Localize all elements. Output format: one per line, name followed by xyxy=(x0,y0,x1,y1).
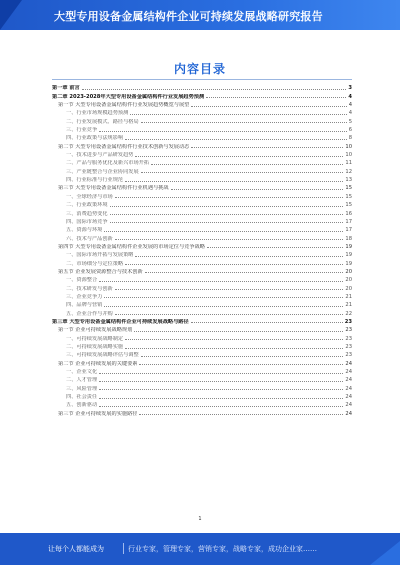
toc-entry-label: 四、行业标准与行业规范 xyxy=(66,177,124,184)
toc-entry-label: 二、技术研发与创新 xyxy=(66,285,113,292)
toc-leader-dots xyxy=(115,239,344,240)
toc-leader-dots xyxy=(99,131,347,132)
toc-entry[interactable] xyxy=(52,217,352,225)
toc-leader-dots xyxy=(151,164,343,165)
footer-banner xyxy=(0,533,400,565)
toc-entry[interactable] xyxy=(52,350,352,358)
report-title: 大型专用设备金属结构件企业可持续发展战略研究报告 xyxy=(54,10,323,23)
toc-entry[interactable] xyxy=(52,158,352,166)
toc-entry-page: 17 xyxy=(345,227,352,234)
toc-entry-label: 第三节 企业可持续发展的实施路径 xyxy=(58,410,138,417)
footer-decoration xyxy=(370,533,400,565)
toc-entry-label: 三、企业竞争力 xyxy=(66,293,103,300)
toc-entry[interactable] xyxy=(52,292,352,300)
table-of-contents xyxy=(52,83,352,417)
toc-entry-page: 24 xyxy=(345,402,352,409)
toc-leader-dots xyxy=(125,339,343,340)
toc-leader-dots xyxy=(104,297,343,298)
toc-entry[interactable] xyxy=(52,166,352,174)
toc-entry[interactable] xyxy=(52,141,352,149)
toc-entry-label: 一、资源整合 xyxy=(66,277,98,284)
toc-entry-label: 五、资源与环境 xyxy=(66,227,103,234)
toc-entry-page: 19 xyxy=(345,243,352,250)
toc-entry-label: 三、可持续发展战略评估与调整 xyxy=(66,352,139,359)
toc-entry-page: 12 xyxy=(345,168,352,175)
toc-entry-page: 24 xyxy=(345,369,352,376)
toc-entry-label: 第一节 企业可持续发展战略规划 xyxy=(58,327,133,334)
toc-entry[interactable] xyxy=(52,116,352,124)
toc-leader-dots xyxy=(141,356,344,357)
toc-entry[interactable] xyxy=(52,283,352,291)
toc-leader-dots xyxy=(125,264,343,265)
toc-entry-label: 四、品牌与营销 xyxy=(66,302,103,309)
footer-slogan-right: 行业专家，管理专家，营销专家，战略专家，成功企业家…… xyxy=(128,545,317,553)
toc-entry[interactable] xyxy=(52,267,352,275)
toc-entry-page: 16 xyxy=(345,210,352,217)
toc-entry[interactable] xyxy=(52,300,352,308)
toc-leader-dots xyxy=(145,272,344,273)
toc-heading: 内容目录 xyxy=(173,62,226,76)
toc-leader-dots xyxy=(207,247,343,248)
toc-leader-dots xyxy=(99,389,343,390)
toc-leader-dots xyxy=(110,206,344,207)
toc-entry[interactable] xyxy=(52,367,352,375)
toc-entry[interactable] xyxy=(52,358,352,366)
toc-entry-label: 第二章 2023-2028年大型专用设备金属结构件行业发展趋势预测 xyxy=(52,93,205,100)
toc-leader-dots xyxy=(110,214,344,215)
toc-leader-dots xyxy=(191,147,343,148)
toc-entry[interactable] xyxy=(52,250,352,258)
toc-leader-dots xyxy=(104,306,343,307)
toc-entry-label: 二、行业发展模式、路径与格局 xyxy=(66,118,139,125)
toc-entry-page: 23 xyxy=(345,352,352,359)
toc-leader-dots xyxy=(99,373,343,374)
toc-leader-dots xyxy=(191,322,343,323)
toc-entry-label: 第三节 大型专用设备金属结构件行业机遇与挑战 xyxy=(58,185,169,192)
toc-entry-page: 23 xyxy=(345,335,352,342)
toc-entry-page: 24 xyxy=(345,385,352,392)
toc-entry[interactable] xyxy=(52,383,352,391)
toc-leader-dots xyxy=(99,381,343,382)
toc-entry-label: 三、行业竞争 xyxy=(66,127,98,134)
toc-leader-dots xyxy=(141,122,347,123)
toc-entry[interactable] xyxy=(52,242,352,250)
toc-entry-page: 24 xyxy=(345,410,352,417)
footer-separator xyxy=(123,543,124,554)
toc-entry[interactable] xyxy=(52,275,352,283)
toc-entry-label: 一、企业文化 xyxy=(66,369,98,376)
toc-leader-dots xyxy=(139,414,343,415)
toc-entry-page: 10 xyxy=(345,152,352,159)
toc-leader-dots xyxy=(139,364,343,365)
toc-entry-label: 二、人才管理 xyxy=(66,377,98,384)
toc-entry-page: 19 xyxy=(345,252,352,259)
toc-entry-page: 18 xyxy=(345,235,352,242)
toc-entry-page: 17 xyxy=(345,218,352,225)
toc-entry-page: 4 xyxy=(348,93,352,100)
toc-entry-page: 19 xyxy=(345,260,352,267)
toc-entry-label: 五、企业合作与并购 xyxy=(66,310,113,317)
toc-entry[interactable] xyxy=(52,342,352,350)
toc-entry-page: 15 xyxy=(345,185,352,192)
toc-entry-label: 四、社会责任 xyxy=(66,394,98,401)
toc-entry[interactable] xyxy=(52,325,352,333)
toc-entry[interactable] xyxy=(52,392,352,400)
toc-entry-label: 三、风险管理 xyxy=(66,385,98,392)
toc-entry-page: 23 xyxy=(345,344,352,350)
toc-leader-dots xyxy=(206,97,346,98)
toc-entry-page: 15 xyxy=(345,202,352,209)
toc-entry-label: 二、产品与服务优化及新兴市场开拓 xyxy=(66,160,150,167)
report-header-banner xyxy=(0,0,400,30)
toc-entry[interactable] xyxy=(52,133,352,141)
toc-entry-label: 一、行业市场规模趋势预测 xyxy=(66,110,129,117)
toc-entry-label: 三、消费趋势变化 xyxy=(66,210,108,217)
toc-entry[interactable] xyxy=(52,91,352,99)
toc-leader-dots xyxy=(125,139,347,140)
toc-entry-page: 20 xyxy=(345,277,352,284)
toc-leader-dots xyxy=(110,222,344,223)
toc-entry-label: 二、可持续发展战略实施 xyxy=(66,344,124,350)
toc-entry[interactable] xyxy=(52,408,352,416)
toc-entry-page: 24 xyxy=(345,377,352,384)
toc-entry[interactable] xyxy=(52,400,352,408)
toc-entry[interactable] xyxy=(52,100,352,108)
toc-entry-page: 21 xyxy=(345,293,352,300)
toc-entry-label: 第二节 大型专用设备金属结构件行业技术创新与发展动态 xyxy=(58,143,190,150)
toc-entry[interactable] xyxy=(52,125,352,133)
toc-entry-label: 一、国际市场开拓与发展策略 xyxy=(66,252,134,259)
toc-entry-page: 20 xyxy=(345,268,352,275)
toc-entry-label: 第五节 企业发展资源整合与技术创新 xyxy=(58,268,143,275)
toc-entry-page: 24 xyxy=(345,394,352,401)
toc-divider xyxy=(52,79,352,80)
toc-entry-page: 5 xyxy=(348,118,352,125)
toc-entry-page: 15 xyxy=(345,193,352,200)
toc-entry-page: 11 xyxy=(345,160,352,167)
toc-entry-label: 二、行业政策环境 xyxy=(66,202,108,209)
toc-leader-dots xyxy=(99,398,343,399)
toc-entry-page: 10 xyxy=(345,143,352,150)
toc-entry-page: 22 xyxy=(345,310,352,317)
toc-entry-label: 第三章 大型专用设备金属结构件企业可持续发展战略与路径 xyxy=(52,318,189,325)
toc-entry-page: 21 xyxy=(345,302,352,309)
toc-entry-label: 一、全球经济与市场 xyxy=(66,193,113,200)
toc-leader-dots xyxy=(99,281,343,282)
toc-entry-label: 一、技术进步与产品研发趋势 xyxy=(66,152,134,159)
toc-entry-page: 23 xyxy=(344,318,352,325)
toc-entry-page: 20 xyxy=(345,285,352,292)
toc-entry[interactable] xyxy=(52,200,352,208)
toc-entry-label: 一、可持续发展战略制定 xyxy=(66,335,124,342)
toc-entry-page: 13 xyxy=(345,177,352,184)
toc-entry-page: 4 xyxy=(348,102,352,109)
toc-entry-page: 6 xyxy=(348,127,352,134)
toc-entry-label: 五、创新驱动 xyxy=(66,402,98,409)
toc-leader-dots xyxy=(115,197,344,198)
toc-entry-page: 3 xyxy=(348,85,352,92)
toc-entry-label: 三、产业链整合与企业协同发展 xyxy=(66,168,139,175)
toc-entry[interactable] xyxy=(52,225,352,233)
toc-leader-dots xyxy=(125,181,343,182)
toc-entry-label: 六、技术与产品创新 xyxy=(66,235,113,242)
toc-leader-dots xyxy=(135,256,343,257)
toc-entry[interactable] xyxy=(52,150,352,158)
toc-entry-page: 4 xyxy=(348,110,352,117)
toc-entry[interactable] xyxy=(52,175,352,183)
toc-entry[interactable] xyxy=(52,317,352,325)
toc-entry[interactable] xyxy=(52,108,352,116)
toc-entry-label: 四、行业政策与法规影响 xyxy=(66,135,124,142)
toc-entry-label: 四、国际市场竞争 xyxy=(66,218,108,225)
toc-leader-dots xyxy=(135,156,343,157)
header-corner-decoration xyxy=(0,0,22,30)
toc-leader-dots xyxy=(141,172,344,173)
toc-entry-page: 23 xyxy=(345,327,352,334)
toc-leader-dots xyxy=(99,406,343,407)
toc-entry-label: 第一章 前言 xyxy=(52,85,80,92)
footer-slogan-left: 让每个人都能成为 xyxy=(48,545,104,553)
toc-entry[interactable] xyxy=(52,233,352,241)
toc-entry-page: 8 xyxy=(348,135,352,142)
toc-leader-dots xyxy=(115,314,344,315)
toc-leader-dots xyxy=(125,348,343,349)
toc-entry[interactable] xyxy=(52,308,352,316)
toc-entry[interactable] xyxy=(52,258,352,266)
page-number: 1 xyxy=(198,516,202,522)
toc-entry[interactable] xyxy=(52,208,352,216)
toc-entry-label: 二、市场细分与定位策略 xyxy=(66,260,124,267)
toc-entry[interactable] xyxy=(52,375,352,383)
toc-entry[interactable] xyxy=(52,333,352,341)
toc-leader-dots xyxy=(130,114,346,115)
toc-entry-page: 24 xyxy=(345,360,352,367)
toc-entry[interactable] xyxy=(52,183,352,191)
toc-leader-dots xyxy=(82,89,347,90)
toc-entry[interactable] xyxy=(52,83,352,91)
toc-leader-dots xyxy=(134,331,343,332)
toc-leader-dots xyxy=(115,289,344,290)
toc-leader-dots xyxy=(171,189,344,190)
toc-leader-dots xyxy=(104,231,343,232)
toc-entry-label: 第二节 企业可持续发展的关键要素 xyxy=(58,360,138,367)
toc-leader-dots xyxy=(191,106,346,107)
toc-entry-label: 第一节 大型专用设备金属结构件行业发展趋势概览与展望 xyxy=(58,102,190,109)
toc-entry-label: 第四节 大型专用设备金属结构件企业发展的市场定位与竞争战略 xyxy=(58,243,205,250)
toc-entry[interactable] xyxy=(52,191,352,199)
